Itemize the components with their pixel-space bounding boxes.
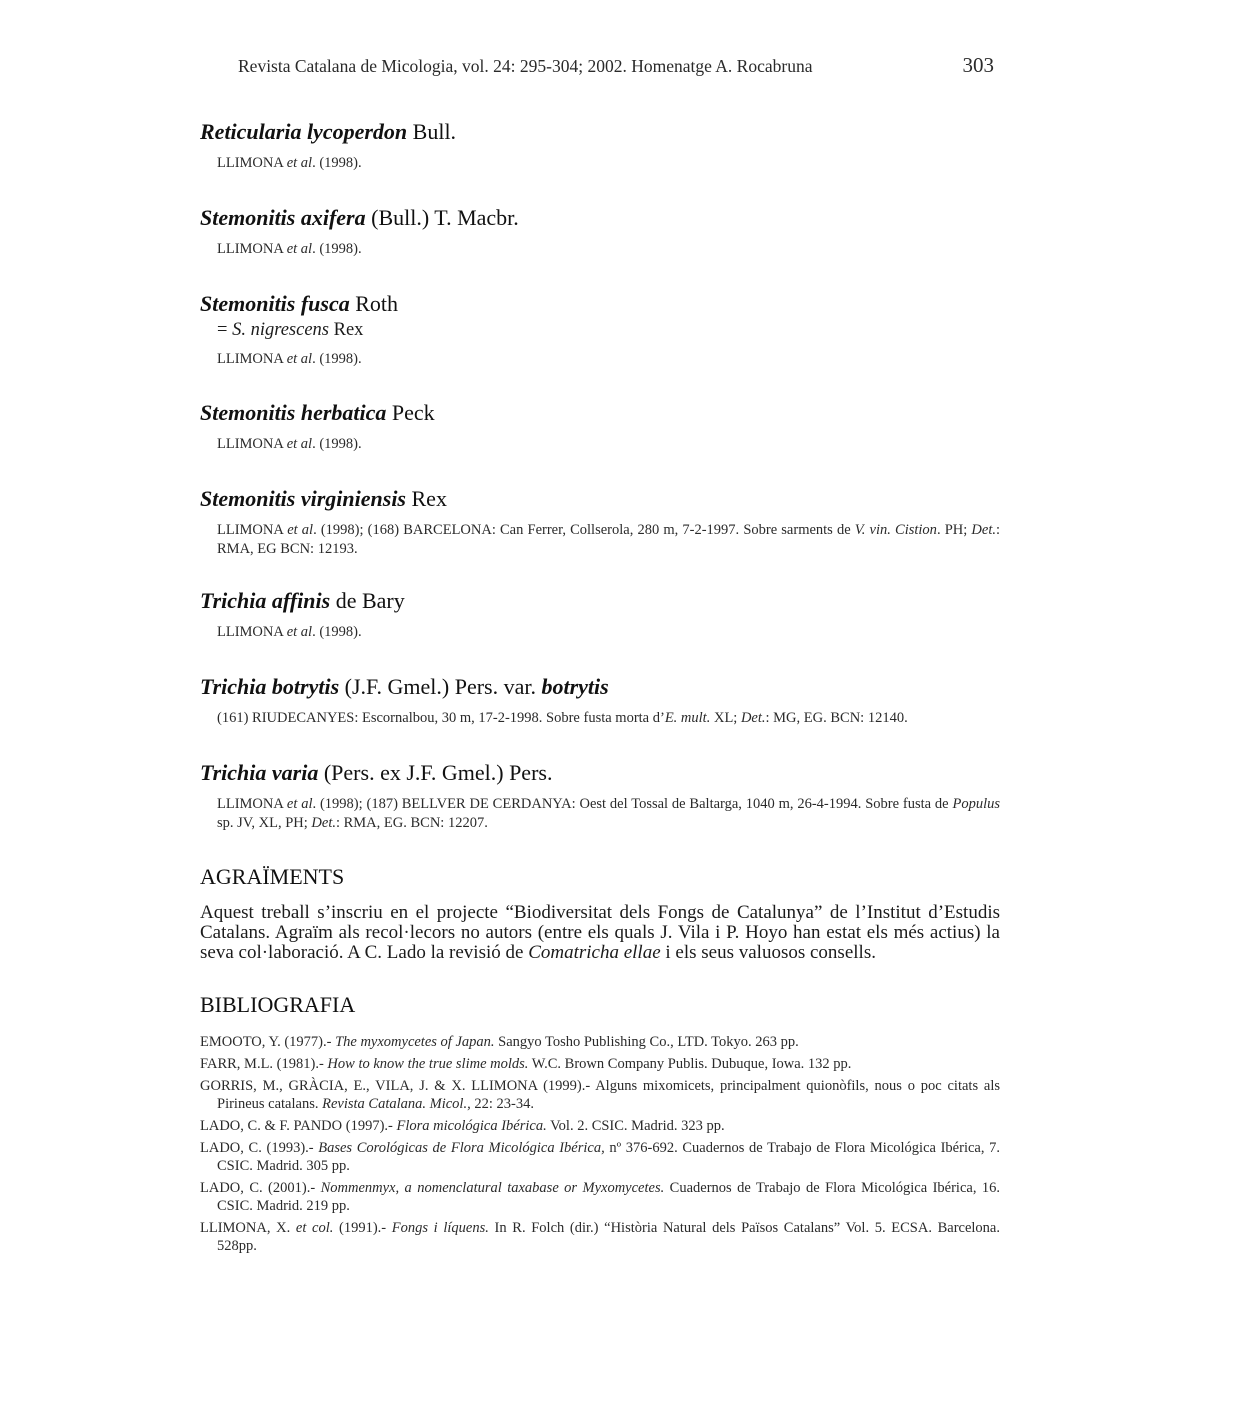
- text-run: . (1998).: [312, 241, 362, 257]
- text-run: LADO, C. & F. PANDO (1997).-: [200, 1118, 397, 1134]
- bibliography-entry: [200, 1219, 1000, 1255]
- synonym-name: S. nigrescens: [232, 320, 329, 340]
- species-author: de Bary: [330, 588, 405, 613]
- text-run: Aquest treball s’inscriu en el projecte “Biodiversitat dels Fongs de Catalunya” de l’Institut d’Estudis Catalans. Agraïm als recol·lecors no autors (entre els quals J. Vila i P. Hoyo han estat els més actius) la seva col·laboració. A C. Lado la revisió de: [200, 902, 1000, 963]
- bibliography-entry: [200, 1139, 1000, 1175]
- text-run: FARR, M.L. (1981).-: [200, 1056, 328, 1072]
- bibliography-entry: [200, 1077, 1000, 1113]
- species-binomial: Reticularia lycoperdon: [200, 119, 408, 144]
- bibliography-list: [200, 1033, 1000, 1255]
- species-author: (J.F. Gmel.) Pers. var.: [339, 674, 542, 699]
- species-binomial: Stemonitis axifera: [200, 205, 366, 230]
- species-entry: [200, 485, 1000, 559]
- italic-text: E. mult.: [664, 710, 711, 726]
- running-header: [238, 53, 994, 80]
- species-entry: [200, 673, 1000, 728]
- species-synonym: [217, 318, 1000, 342]
- text-run: Vol. 2. CSIC. Madrid. 323 pp.: [546, 1118, 725, 1134]
- species-author: (Pers. ex J.F. Gmel.) Pers.: [318, 760, 553, 785]
- italic-text: Nommenmyx, a nomenclatural taxabase or Myxomycetes.: [320, 1180, 665, 1196]
- species-binomial: Trichia varia: [200, 760, 319, 785]
- text-run: EMOOTO, Y. (1977).-: [200, 1034, 336, 1050]
- italic-text: et al: [286, 241, 313, 257]
- text-run: Cuadernos de Trabajo de Flora Micológica Ibérica, 16. CSIC. Madrid. 219 pp.: [217, 1180, 1000, 1214]
- species-entry: [200, 587, 1000, 642]
- species-record: [217, 709, 1000, 728]
- text-run: 22: 23-34.: [470, 1096, 534, 1112]
- species-heading: [200, 399, 1000, 427]
- text-run: LLIMONA: [217, 624, 287, 640]
- species-entry: [200, 290, 1000, 369]
- italic-text: et al: [286, 796, 313, 812]
- text-run: : RMA, EG. BCN: 12207.: [335, 815, 488, 831]
- species-heading: [200, 118, 1000, 146]
- text-run: LADO, C. (2001).-: [200, 1180, 321, 1196]
- text-run: sp. JV, XL, PH;: [217, 815, 312, 831]
- italic-text: et al: [287, 522, 314, 538]
- species-record: [217, 350, 1000, 369]
- italic-text: et col.: [295, 1220, 334, 1236]
- species-author: (Bull.) T. Macbr.: [365, 205, 519, 230]
- species-entry: [200, 204, 1000, 259]
- italic-text: Fongs i líquens.: [391, 1220, 489, 1236]
- text-run: . (1998); (187) BELLVER DE CERDANYA: Oest del Tossal de Baltarga, 1040 m, 26-4-1994. Sobre fusta de: [312, 796, 953, 812]
- italic-text: Det.: [311, 815, 336, 831]
- italic-text: et al: [286, 351, 313, 367]
- italic-text: The myxomycetes of Japan.: [335, 1034, 495, 1050]
- bibliography-entry: [200, 1179, 1000, 1215]
- italic-text: V. vin. Cistion: [854, 522, 937, 538]
- text-run: . (1998).: [312, 351, 362, 367]
- species-author: Bull.: [407, 119, 457, 144]
- journal-citation: Revista Catalana de Micologia, vol. 24: 295-304; 2002. Homenatge A. Rocabruna: [238, 56, 813, 76]
- text-run: . (1998); (168) BARCELONA: Can Ferrer, Collserola, 280 m, 7-2-1997. Sobre sarments de: [313, 522, 855, 538]
- species-heading: [200, 485, 1000, 513]
- text-run: . (1998).: [312, 155, 362, 171]
- text-run: . (1998).: [312, 624, 362, 640]
- italic-text: Bases Corológicas de Flora Micológica Ibérica,: [318, 1140, 605, 1156]
- italic-text: Det.: [971, 522, 996, 538]
- text-run: LLIMONA, X.: [200, 1220, 296, 1236]
- text-run: LLIMONA: [217, 796, 287, 812]
- text-run: . PH;: [936, 522, 972, 538]
- species-heading: [200, 673, 1000, 701]
- species-binomial: Stemonitis herbatica: [200, 400, 387, 425]
- text-run: i els seus valuosos consells.: [660, 942, 876, 963]
- species-binomial: Stemonitis virginiensis: [200, 486, 406, 511]
- text-run: LLIMONA: [217, 241, 287, 257]
- text-run: Sangyo Tosho Publishing Co., LTD. Tokyo. 263 pp.: [494, 1034, 799, 1050]
- synonym-prefix: =: [217, 320, 233, 340]
- text-run: LLIMONA: [217, 436, 287, 452]
- text-run: LLIMONA: [217, 351, 287, 367]
- species-binomial: Trichia botrytis: [200, 674, 340, 699]
- italic-text: et al: [286, 624, 313, 640]
- text-run: (1991).-: [333, 1220, 392, 1236]
- species-record: [217, 623, 1000, 642]
- text-run: LLIMONA: [217, 522, 288, 538]
- text-run: In R. Folch (dir.) “Història Natural dels Països Catalans” Vol. 5. ECSA. Barcelona. 528pp.: [217, 1220, 1000, 1254]
- italic-text: Flora micológica Ibérica.: [396, 1118, 547, 1134]
- text-run: : RMA, EG BCN: 12193.: [217, 522, 1000, 557]
- acknowledgements-body: [200, 903, 1000, 963]
- species-record: [217, 154, 1000, 173]
- bibliography-entry: [200, 1055, 1000, 1073]
- italic-text: Populus: [952, 796, 1000, 812]
- page-number: 303: [962, 53, 994, 77]
- bibliography-title: BIBLIOGRAFIA: [200, 992, 356, 1017]
- text-run: LLIMONA: [217, 155, 287, 171]
- italic-text: Revista Catalana. Micol.,: [322, 1096, 471, 1112]
- text-run: W.C. Brown Company Publis. Dubuque, Iowa. 132 pp.: [528, 1056, 852, 1072]
- italic-text: et al: [286, 436, 313, 452]
- variety-name: botrytis: [541, 674, 609, 699]
- text-run: LADO, C. (1993).-: [200, 1140, 319, 1156]
- species-heading: [200, 587, 1000, 615]
- italic-text: Comatricha ellae: [528, 942, 661, 963]
- italic-text: Det.: [740, 710, 766, 726]
- text-run: . (1998).: [312, 436, 362, 452]
- species-author: Rex: [406, 486, 447, 511]
- species-entry: [200, 759, 1000, 833]
- synonym-author: Rex: [329, 320, 364, 340]
- text-run: nº 376-692. Cuadernos de Trabajo de Flora Micológica Ibérica, 7. CSIC. Madrid. 305 pp.: [217, 1140, 1000, 1174]
- bibliography-entry: [200, 1117, 1000, 1135]
- text-run: GORRIS, M., GRÀCIA, E., VILA, J. & X. LLIMONA (1999).- Alguns mixomicets, principalment quionòfils, nous o poc citats als Pirineus catalans.: [200, 1078, 1000, 1112]
- italic-text: et al: [286, 155, 313, 171]
- species-heading: [200, 204, 1000, 232]
- species-entry: [200, 118, 1000, 173]
- species-binomial: Trichia affinis: [200, 588, 331, 613]
- text-run: : MG, EG. BCN: 12140.: [765, 710, 908, 726]
- species-heading: [200, 290, 1000, 318]
- species-record: [217, 435, 1000, 454]
- species-entry: [200, 399, 1000, 454]
- text-run: (161) RIUDECANYES: Escornalbou, 30 m, 17-2-1998. Sobre fusta morta d’: [217, 710, 665, 726]
- text-run: XL;: [710, 710, 741, 726]
- acknowledgements-title: AGRAÏMENTS: [200, 864, 345, 889]
- species-heading: [200, 759, 1000, 787]
- bibliography-entry: [200, 1033, 1000, 1051]
- species-author: Roth: [349, 291, 399, 316]
- species-record: [217, 240, 1000, 259]
- italic-text: How to know the true slime molds.: [327, 1056, 529, 1072]
- species-author: Peck: [386, 400, 435, 425]
- species-record: [217, 521, 1000, 559]
- species-record: [217, 795, 1000, 833]
- page-content: [200, 118, 1000, 1259]
- species-binomial: Stemonitis fusca: [200, 291, 350, 316]
